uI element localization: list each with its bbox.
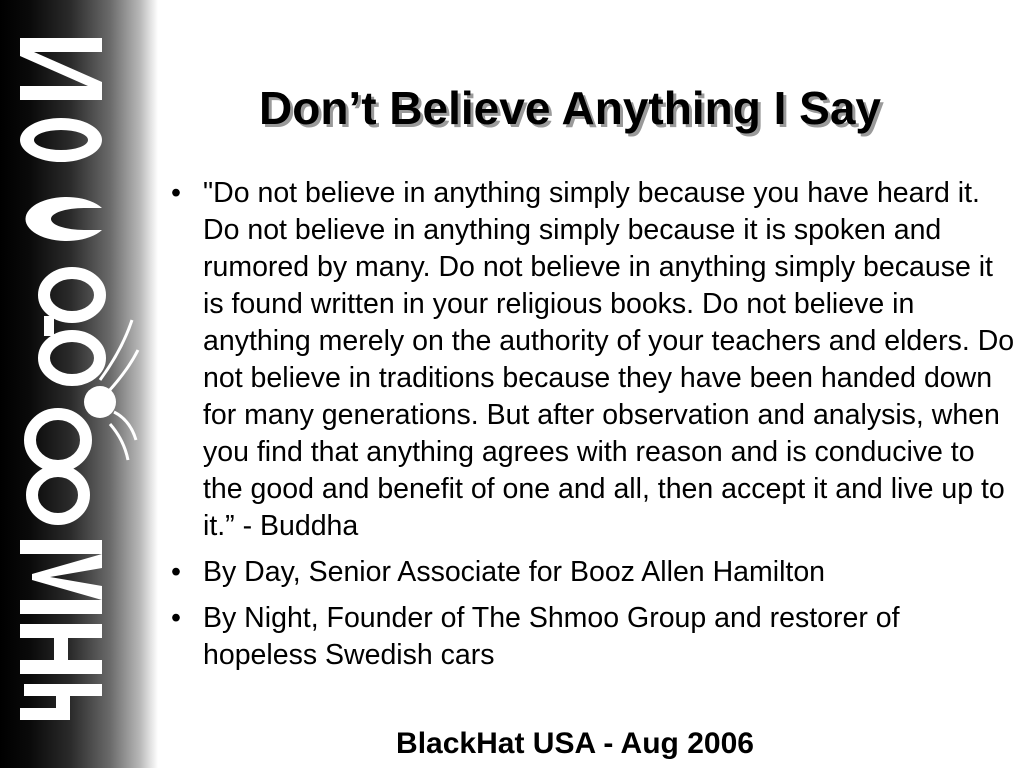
- quote-text: "Do not believe in anything simply because you have heard it. Do not believe in anything simply because it is spoken and rumored by many. Do not believe in anything simply because it is found written in your religious books. Do not believe in anything merely on the authority of your teachers and elders. Do not believe in traditions because they have been handed down for many generations. But after observation and analysis, when you find that anything agrees with reason and is conducive to the good and benefit of one and all, then accept it and live up to it.” - Buddha: [203, 177, 1015, 542]
- bullet-marker: •: [171, 602, 181, 634]
- list-item: [166, 554, 1016, 591]
- shmoocon-logo-graphic: [10, 20, 140, 730]
- bullet-text: By Day, Senior Associate for Booz Allen Hamilton: [203, 556, 826, 588]
- sidebar-gradient: [0, 0, 158, 768]
- list-item: [166, 175, 1016, 545]
- bullet-marker: •: [171, 177, 181, 209]
- shmoocon-wordmark-glyphs: [20, 38, 138, 720]
- page-title: Don’t Believe Anything I Say: [259, 82, 881, 134]
- bullet-list: [166, 175, 1016, 683]
- bullet-marker: •: [171, 556, 181, 588]
- slide-footer: BlackHat USA - Aug 2006: [396, 727, 754, 760]
- shmoocon-logo: [10, 20, 140, 730]
- list-item: [166, 600, 1016, 674]
- bullet-text: By Night, Founder of The Shmoo Group and restorer of hopeless Swedish cars: [203, 602, 900, 671]
